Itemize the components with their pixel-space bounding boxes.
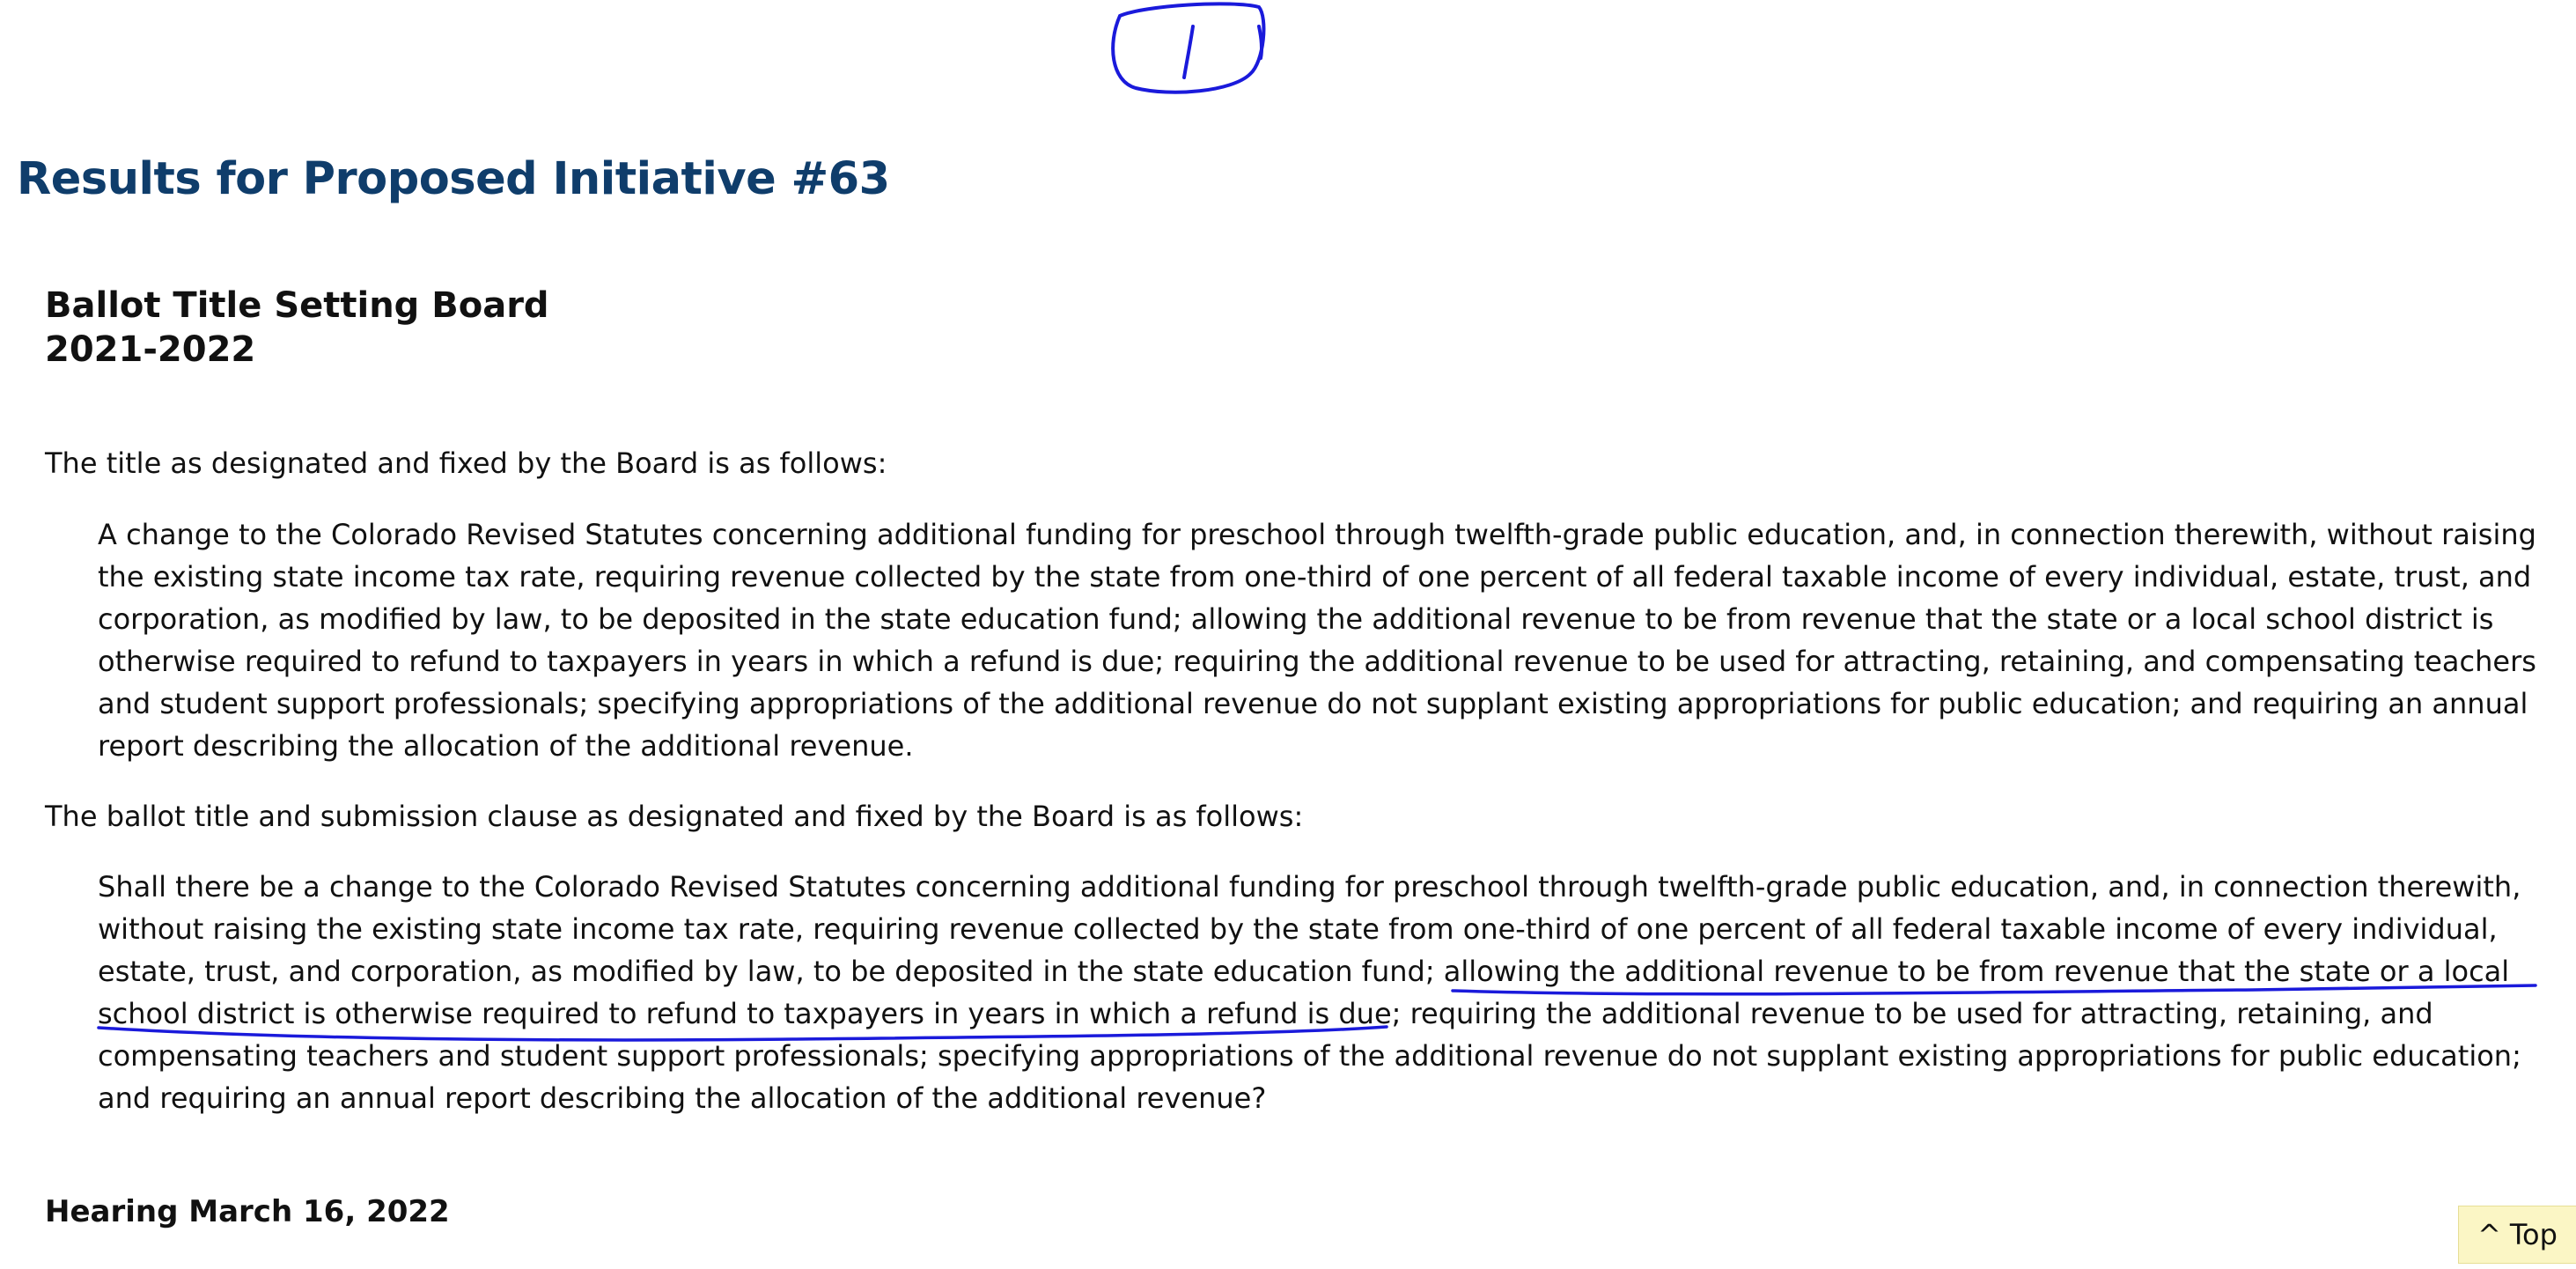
board-years: 2021-2022 [45, 329, 256, 370]
circle-tail-mark [1259, 26, 1262, 58]
caret-up-icon: ^ [2477, 1218, 2501, 1251]
back-to-top-label: Top [2509, 1218, 2558, 1251]
numeral-one-mark [1184, 26, 1193, 77]
hearing-heading: Hearing March 16, 2022 [45, 1194, 450, 1229]
circle-annotation [1113, 4, 1263, 92]
board-name: Ballot Title Setting Board [45, 285, 549, 326]
ballot-intro: The ballot title and submission clause as designated and fixed by the Board is as follows: [45, 800, 1304, 833]
back-to-top-button[interactable] [2458, 1206, 2576, 1264]
title-intro: The title as designated and fixed by the Board is as follows: [45, 446, 887, 480]
ballot-title-text: Shall there be a change to the Colorado Revised Statutes concerning additional funding for preschool through twelfth-grade public education, and, in connection therewith, without raising the existing state income tax rate, requiring revenue collected by the state from one-third of one percent of all federal taxable income of every individual, estate, trust, and corporation, as modified by law, to be deposited in the state education fund; allowing the additional revenue to be from revenue that the state or a local school district is otherwise required to refund to taxpayers in years in which a refund is due; requiring the additional revenue to be used for attracting, retaining, and compensating teachers and student support professionals; specifying appropriations of the additional revenue do not supplant existing appropriations for public education; and requiring an annual report describing the allocation of the additional revenue? [98, 870, 2521, 1115]
title-text: A change to the Colorado Revised Statutes concerning additional funding for preschool through twelfth-grade public education, and, in connection therewith, without raising the existing state income tax rate, requiring revenue collected by the state from one-third of one percent of all federal taxable income of every individual, estate, trust, and corporation, as modified by law, to be deposited in the state education fund; allowing the additional revenue to be from revenue that the state or a local school district is otherwise required to refund to taxpayers in years in which a refund is due; requiring the additional revenue to be used for attracting, retaining, and compensating teachers and student support professionals; specifying appropriations of the additional revenue do not supplant existing appropriations for public education; and requiring an annual report describing the allocation of the additional revenue. [98, 518, 2536, 763]
board-heading [45, 284, 549, 372]
page-title: Results for Proposed Initiative #63 [17, 153, 890, 205]
